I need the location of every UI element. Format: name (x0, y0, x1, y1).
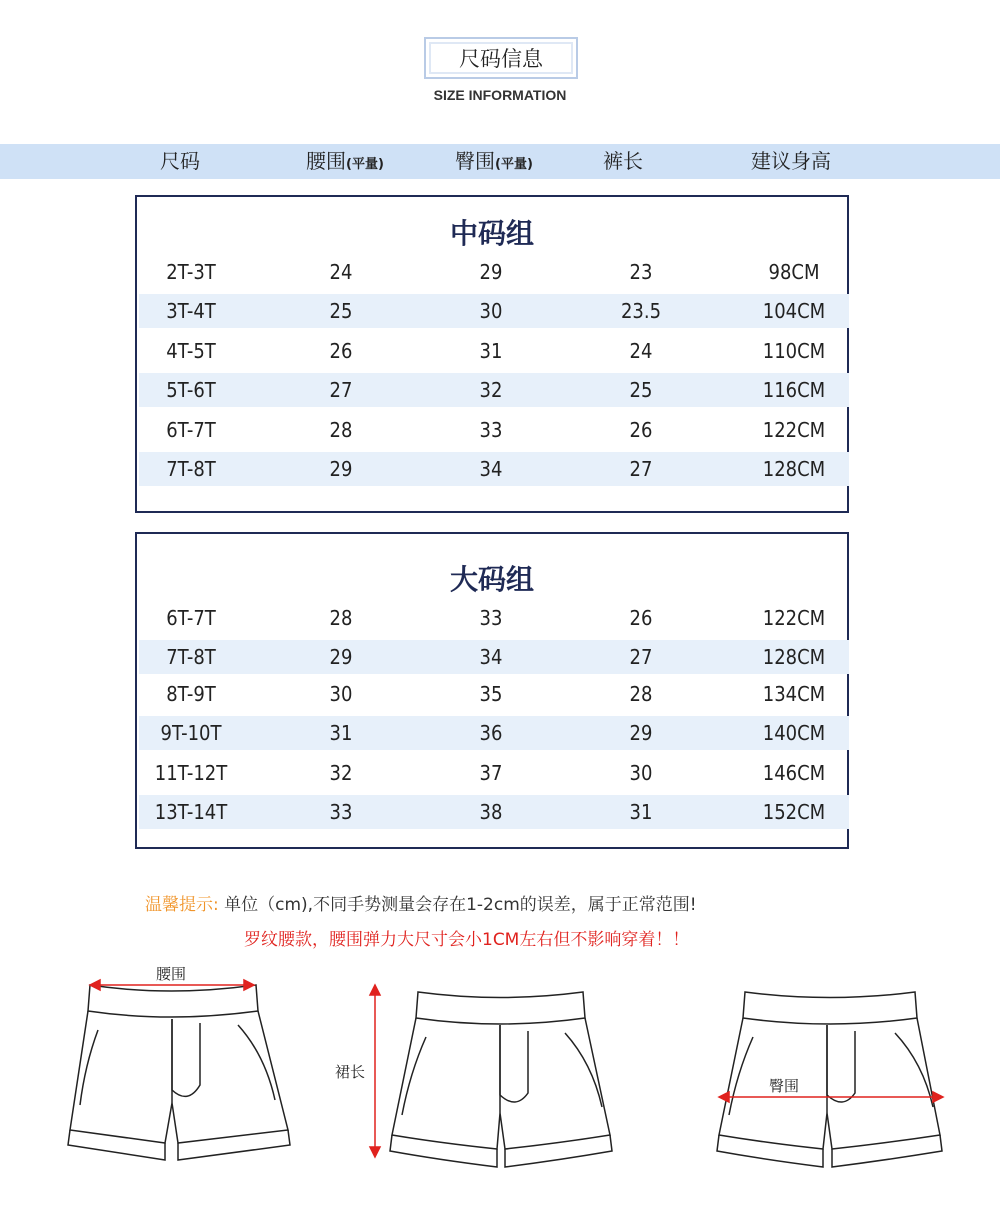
col-size-header: 尺码 (160, 149, 200, 173)
size-group-medium (135, 195, 849, 513)
hip-cell: 32 (479, 378, 503, 402)
table-row (139, 756, 849, 790)
table-row (139, 640, 849, 674)
hip-cell: 34 (479, 645, 503, 669)
size-cell: 11T-12T (154, 761, 228, 785)
table-row (139, 716, 849, 750)
length-cell: 24 (629, 339, 653, 363)
table-row (139, 334, 849, 368)
height-cell: 98CM (768, 260, 820, 284)
length-cell: 26 (629, 606, 653, 630)
height-cell: 122CM (762, 418, 826, 442)
col-height-header: 建议身高 (751, 149, 831, 173)
hip-cell: 34 (479, 457, 503, 481)
col-waist-header (306, 144, 384, 179)
waist-cell: 28 (329, 418, 353, 442)
waist-cell: 30 (329, 682, 353, 706)
col-waist-label: 腰围 (306, 149, 346, 173)
length-cell: 26 (629, 418, 653, 442)
height-cell: 140CM (762, 721, 826, 745)
height-cell: 128CM (762, 457, 826, 481)
col-hip-label: 臀围 (455, 149, 495, 173)
size-cell: 7T-8T (166, 645, 216, 669)
size-cell: 2T-3T (166, 260, 216, 284)
size-cell: 3T-4T (166, 299, 216, 323)
hip-cell: 33 (479, 418, 503, 442)
group-title: 大码组 (449, 563, 534, 596)
waist-label: 腰围 (156, 965, 187, 983)
length-cell: 23 (629, 260, 653, 284)
tip-note (145, 890, 697, 915)
page-title: 尺码信息 (424, 37, 578, 79)
table-row (139, 255, 849, 289)
hip-cell: 31 (479, 339, 503, 363)
height-cell: 128CM (762, 645, 826, 669)
col-hip-header (455, 144, 533, 179)
height-cell: 152CM (762, 800, 826, 824)
col-length-header: 裤长 (603, 149, 643, 173)
height-cell: 146CM (762, 761, 826, 785)
length-diagram (330, 955, 630, 1185)
waist-cell: 25 (329, 299, 353, 323)
waist-cell: 26 (329, 339, 353, 363)
page-subtitle: SIZE INFORMATION (433, 87, 567, 103)
table-row (139, 452, 849, 486)
table-row (139, 373, 849, 407)
shorts-drawing (330, 955, 630, 1185)
waist-cell: 29 (329, 457, 353, 481)
size-cell: 8T-9T (166, 682, 216, 706)
table-row (139, 413, 849, 447)
waist-cell: 28 (329, 606, 353, 630)
hip-cell: 38 (479, 800, 503, 824)
table-row (139, 677, 849, 711)
hip-diagram (705, 955, 960, 1185)
shorts-drawing (705, 955, 960, 1185)
length-cell: 25 (629, 378, 653, 402)
waist-diagram (60, 955, 300, 1185)
size-cell: 5T-6T (166, 378, 216, 402)
length-cell: 28 (629, 682, 653, 706)
length-cell: 27 (629, 457, 653, 481)
waist-cell: 29 (329, 645, 353, 669)
table-row (139, 294, 849, 328)
size-cell: 9T-10T (160, 721, 222, 745)
height-cell: 134CM (762, 682, 826, 706)
length-cell: 23.5 (620, 299, 662, 323)
col-waist-note: (平量) (346, 157, 384, 172)
size-cell: 6T-7T (166, 606, 216, 630)
waist-cell: 33 (329, 800, 353, 824)
size-cell: 6T-7T (166, 418, 216, 442)
col-hip-note: (平量) (495, 157, 533, 172)
waist-cell: 32 (329, 761, 353, 785)
hip-cell: 30 (479, 299, 503, 323)
height-cell: 116CM (762, 378, 826, 402)
group-title: 中码组 (449, 217, 534, 250)
waist-cell: 27 (329, 378, 353, 402)
hip-cell: 33 (479, 606, 503, 630)
hip-cell: 35 (479, 682, 503, 706)
height-cell: 104CM (762, 299, 826, 323)
height-cell: 122CM (762, 606, 826, 630)
hip-label: 臀围 (769, 1077, 800, 1095)
size-cell: 13T-14T (154, 800, 228, 824)
warning-note: 罗纹腰款，腰围弹力大尺寸会小1CM左右但不影响穿着！！ (244, 930, 690, 950)
size-group-large (135, 532, 849, 849)
length-label: 裙长 (335, 1063, 366, 1081)
hip-cell: 37 (479, 761, 503, 785)
length-cell: 30 (629, 761, 653, 785)
height-cell: 110CM (762, 339, 826, 363)
length-cell: 29 (629, 721, 653, 745)
waist-cell: 24 (329, 260, 353, 284)
hip-cell: 29 (479, 260, 503, 284)
tip-label: 温馨提示: (145, 895, 219, 915)
length-cell: 31 (629, 800, 653, 824)
waist-cell: 31 (329, 721, 353, 745)
table-row (139, 795, 849, 829)
size-cell: 4T-5T (166, 339, 216, 363)
table-row (139, 601, 849, 635)
shorts-drawing (60, 955, 300, 1185)
hip-cell: 36 (479, 721, 503, 745)
tip-text: 单位（cm),不同手势测量会存在1-2cm的误差，属于正常范围! (224, 895, 697, 915)
size-cell: 7T-8T (166, 457, 216, 481)
length-cell: 27 (629, 645, 653, 669)
